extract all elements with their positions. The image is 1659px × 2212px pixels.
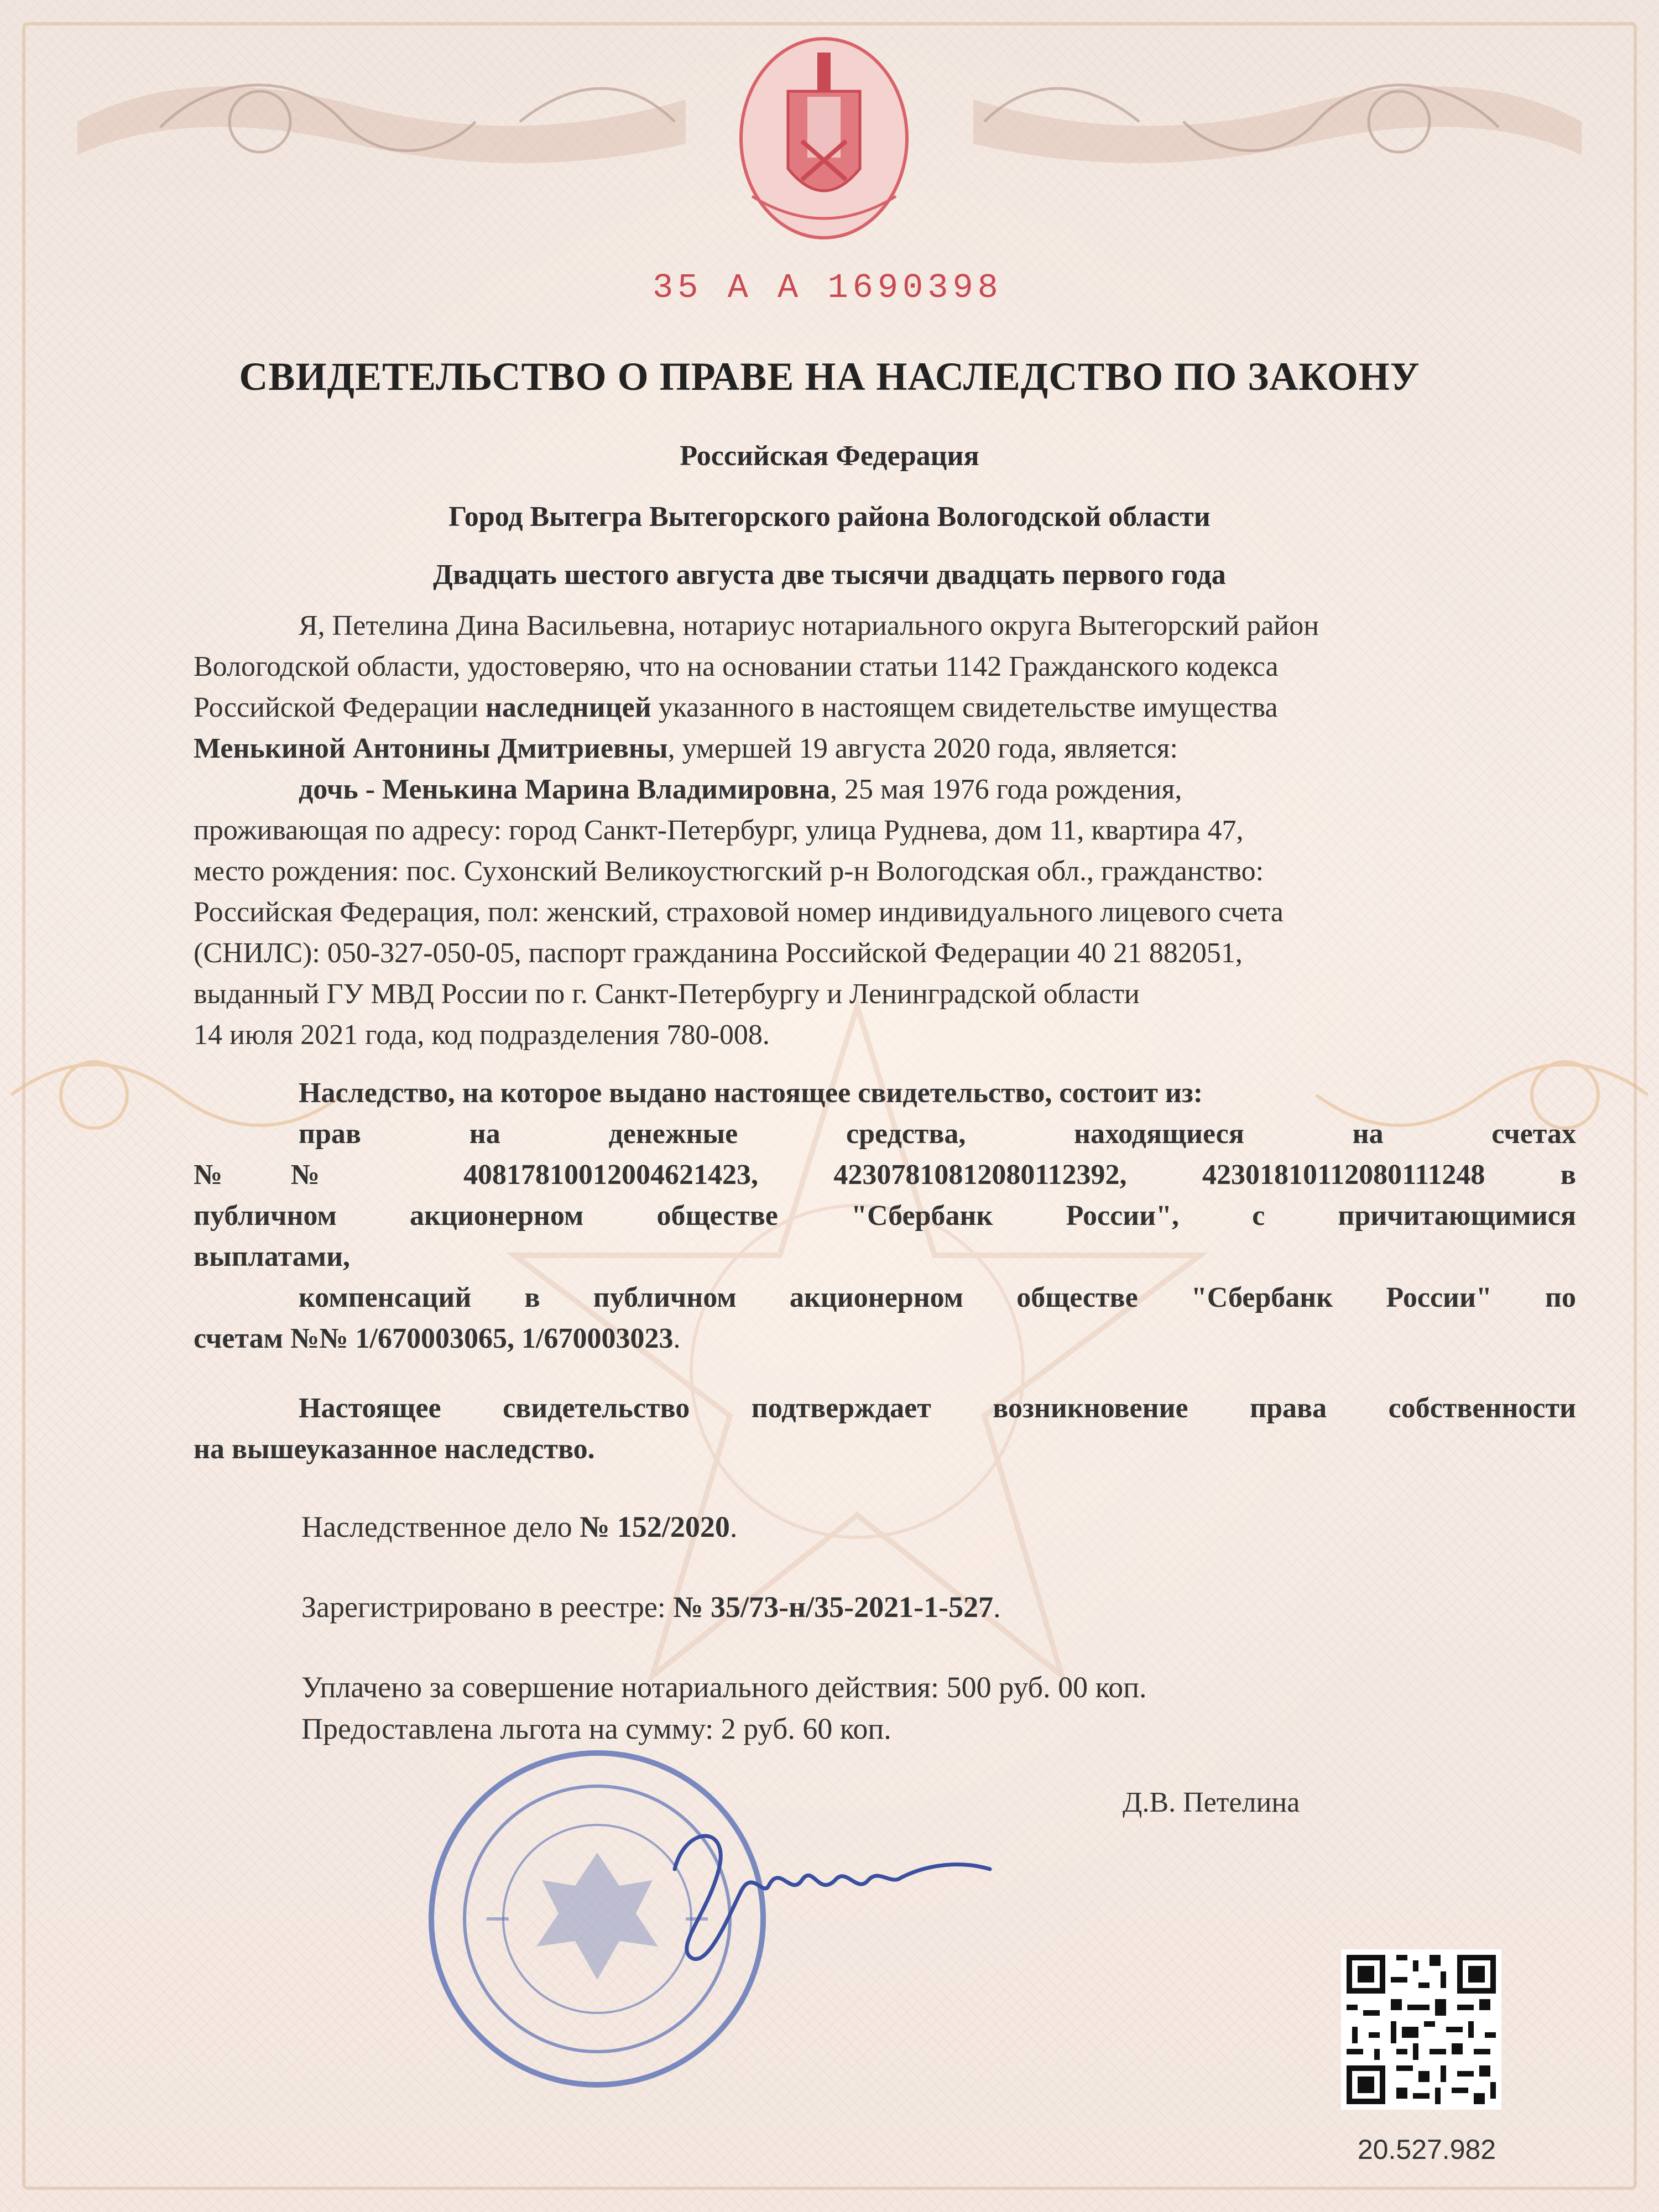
serial-number: 35 А А 1690398 (653, 268, 1003, 307)
registry-number: № 35/73-н/35-2021-1-527 (673, 1590, 994, 1624)
notary-name: Д.В. Петелина (1123, 1787, 1300, 1818)
confirmation-line: Настоящее свидетельство подтверждает возникновение права собственности (299, 1392, 1576, 1424)
heir-line: (СНИЛС): 050-327-050-05, паспорт гражданина Российской Федерации 40 21 882051, (194, 937, 1243, 969)
case-label: Наследственное дело (301, 1510, 580, 1543)
heir-line: 14 июля 2021 года, код подразделения 780-008. (194, 1019, 770, 1051)
registry-entry: Зарегистрировано в реестре: № 35/73-н/35-2021-1-527. (301, 1590, 1001, 1624)
statement-text: , умершей 19 августа 2020 года, является: (667, 733, 1178, 764)
compensation-line: компенсаций в публичном акционерном обществе "Сбербанк России" по (299, 1282, 1576, 1313)
fee-line: Уплачено за совершение нотариального действия: 500 руб. 00 коп. (301, 1671, 1147, 1704)
handwritten-signature (653, 1803, 995, 1980)
heir-line: Российская Федерация, пол: женский, страховой номер индивидуального лицевого счета (194, 896, 1284, 928)
notary-emblem (735, 30, 912, 246)
statement-line: Я, Петелина Дина Васильевна, нотариус нотариального округа Вытегорский район (299, 610, 1319, 641)
qr-number: 20.527.982 (1357, 2134, 1496, 2165)
heir-birth: , 25 мая 1976 года рождения, (830, 774, 1182, 805)
qr-code (1341, 1949, 1501, 2110)
statement-text: указанного в настоящем свидетельстве имущества (651, 692, 1278, 723)
rights-line: №№ 40817810012004621423, 42307810812080112392, 42301810112080111248 в (194, 1159, 1576, 1191)
heir-line: проживающая по адресу: город Санкт-Петербург, улица Руднева, дом 11, квартира 47, (194, 815, 1244, 846)
document-title: СВИДЕТЕЛЬСТВО О ПРАВЕ НА НАСЛЕДСТВО ПО ЗАКОНУ (239, 354, 1420, 399)
benefit-line: Предоставлена льгота на сумму: 2 руб. 60 коп. (301, 1712, 891, 1745)
country-line: Российская Федерация (680, 440, 979, 472)
rights-line: выплатами, (194, 1241, 351, 1272)
confirmation-line: на вышеуказанное наследство. (194, 1433, 595, 1465)
statement-line: Вологодской области, удостоверяю, что на основании статьи 1142 Гражданского кодекса (194, 651, 1279, 682)
heir-line: место рождения: пос. Сухонский Великоустюгский р-н Вологодская обл., гражданство: (194, 855, 1264, 887)
heir-line: выданный ГУ МВД России по г. Санкт-Петербургу и Ленинградской области (194, 978, 1140, 1010)
heir-term: наследницей (485, 692, 651, 723)
statement-line (194, 728, 1576, 769)
rights-line: публичном акционерном обществе "Сбербанк России", с причитающимися (194, 1200, 1576, 1232)
deceased-name: Менькиной Антонины Дмитриевны (194, 733, 668, 764)
heir-line (194, 769, 1576, 810)
place-line: Город Вытегра Вытегорского района Вологодской области (448, 501, 1211, 533)
heir-name: дочь - Менькина Марина Владимировна (299, 774, 831, 805)
confirmation-section (194, 1388, 1576, 1470)
case-number: № 152/2020 (580, 1510, 730, 1543)
registry-label: Зарегистрировано в реестре: (301, 1590, 674, 1624)
compensation-line: счетам №№ 1/670003065, 1/670003023. (194, 1323, 681, 1354)
inheritance-case: Наследственное дело № 152/2020. (301, 1510, 738, 1543)
inheritance-section (194, 1073, 1576, 1359)
statement-line (194, 687, 1576, 728)
compensation-accounts: счетам №№ 1/670003065, 1/670003023 (194, 1323, 674, 1354)
date-line: Двадцать шестого августа две тысячи двадцать первого года (433, 559, 1226, 591)
statement-text: Российской Федерации (194, 692, 486, 723)
inheritance-heading: Наследство, на которое выдано настоящее свидетельство, состоит из: (299, 1077, 1203, 1109)
rights-line: прав на денежные средства, находящиеся на счетах (299, 1118, 1576, 1150)
notary-statement (194, 606, 1576, 1056)
